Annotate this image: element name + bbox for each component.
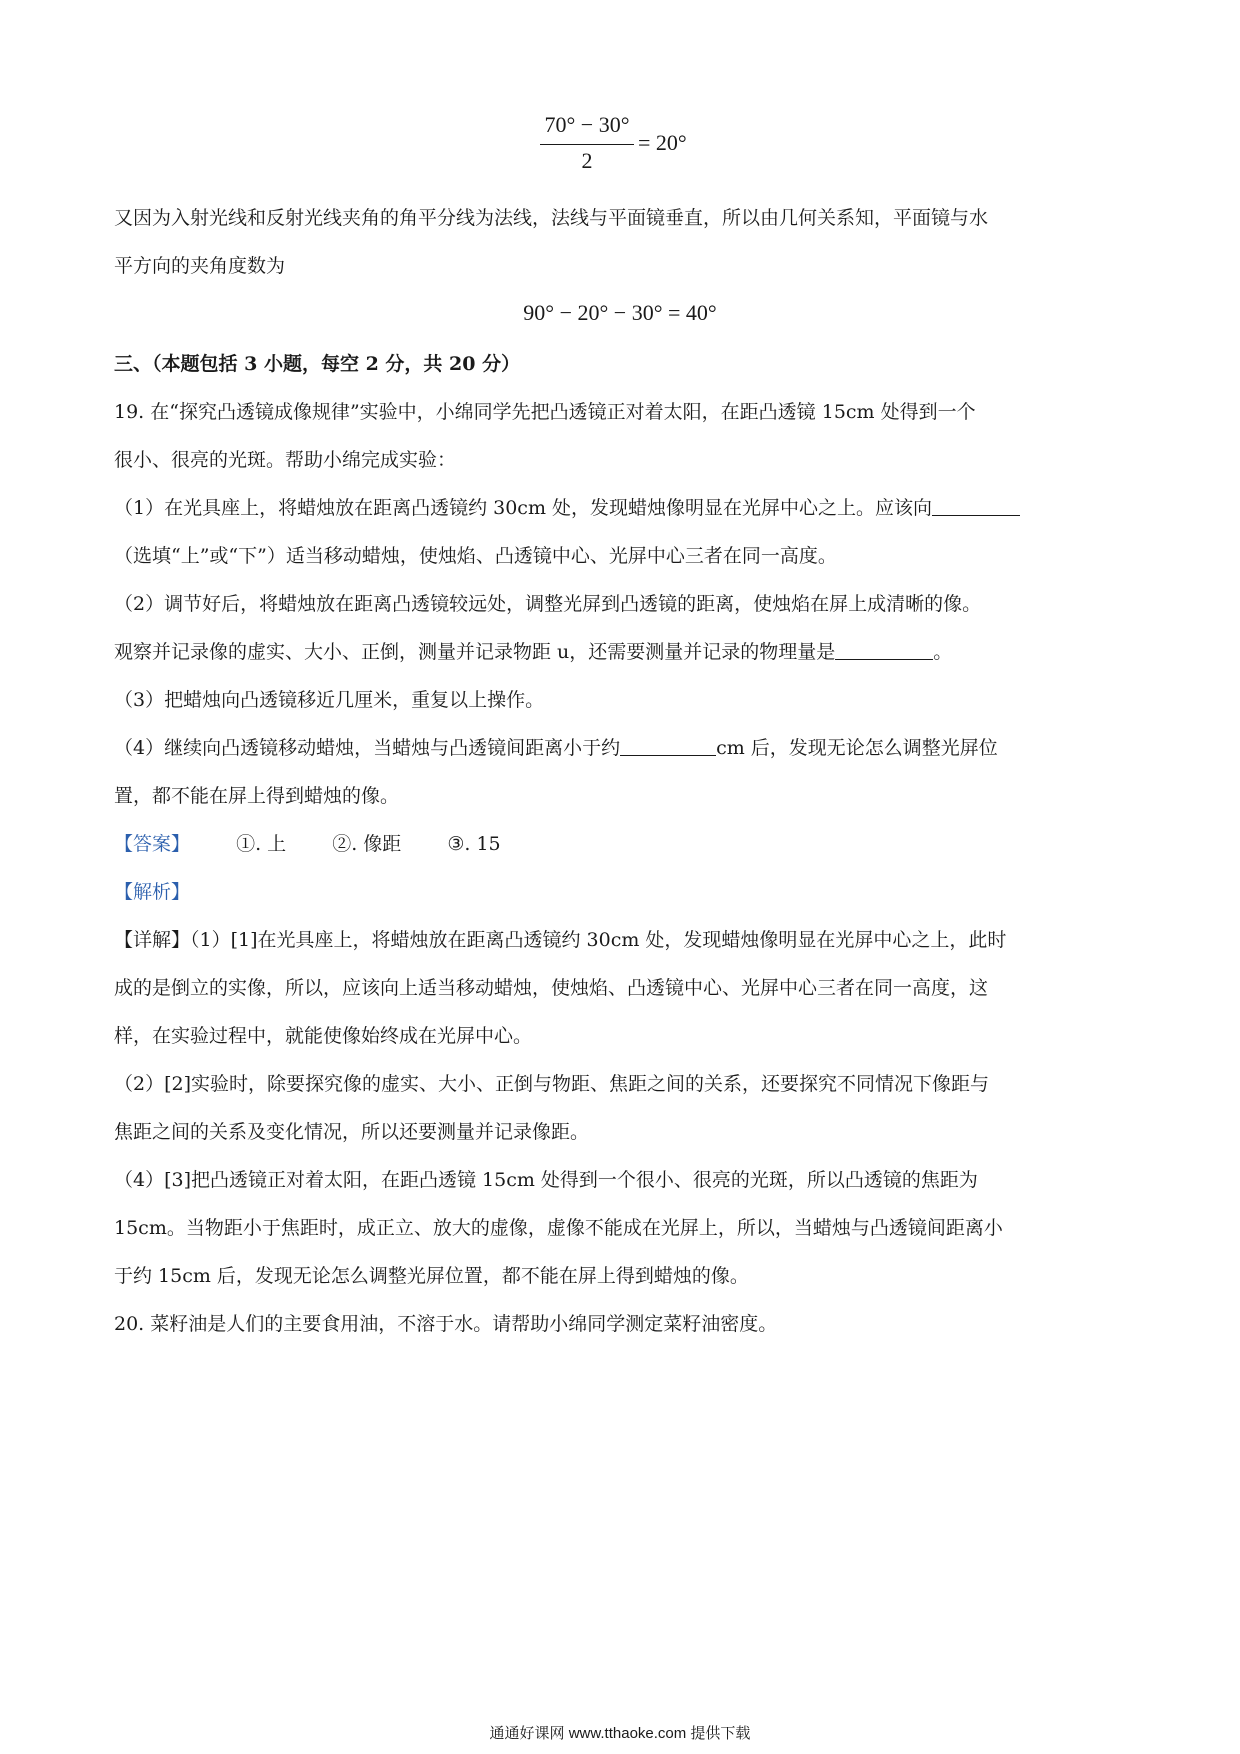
detail-tag: 【详解】 [114,929,191,951]
answer-blank-3[interactable] [620,737,716,756]
detail-text: （1）[1]在光具座上，将蜡烛放在距离凸透镜约 30cm 处，发现蜡烛像明显在光屏中心之上，此时 [190,929,1007,951]
paragraph-line: 又因为入射光线和反射光线夹角的角平分线为法线，法线与平面镜垂直，所以由几何关系知，平面镜与水 [114,207,989,229]
q19-part4-text-end: cm 后，发现无论怎么调整光屏位 [716,737,998,759]
fraction-denominator: 2 [581,148,593,173]
answer-blank-2[interactable] [835,641,933,660]
answer-blank-1[interactable] [932,497,1020,516]
q19-part1-cont: （选填“上”或“下”）适当移动蜡烛，使烛焰、凸透镜中心、光屏中心三者在同一高度。 [114,545,837,567]
fraction-result: = 20° [638,130,687,155]
q19-line2: 很小、很亮的光斑。帮助小绵完成实验： [114,449,457,471]
answer-item-3: ③. 15 [447,833,501,855]
q19-part3: （3）把蜡烛向凸透镜移近几厘米，重复以上操作。 [114,689,545,711]
paragraph-line: 平方向的夹角度数为 [114,255,286,277]
answer-item-1: ①. 上 [236,833,287,855]
q19-part1-text: （1）在光具座上，将蜡烛放在距离凸透镜约 30cm 处，发现蜡烛像明显在光屏中心之上。应该向 [114,497,933,519]
detail-line-7: 15cm。当物距小于焦距时，成正立、放大的虚像，虚像不能成在光屏上，所以，当蜡烛与凸透镜间距离小 [114,1217,1003,1239]
answer-item-2: ②. 像距 [332,833,402,855]
q19-part4-cont: 置，都不能在屏上得到蜡烛的像。 [114,785,400,807]
answer-line [114,832,1124,856]
analysis-tag-line [114,880,1124,904]
detail-line-5: 焦距之间的关系及变化情况，所以还要测量并记录像距。 [114,1121,590,1143]
detail-line-4: （2）[2]实验时，除要探究像的虚实、大小、正倒与物距、焦距之间的关系，还要探究不同情况下像距与 [114,1073,990,1095]
q19-part2: （2）调节好后，将蜡烛放在距离凸透镜较远处，调整光屏到凸透镜的距离，使烛焰在屏上成清晰的像。 [114,593,982,615]
detail-line-3: 样，在实验过程中，就能使像始终成在光屏中心。 [114,1025,533,1047]
detail-line-8: 于约 15cm 后，发现无论怎么调整光屏位置，都不能在屏上得到蜡烛的像。 [114,1265,749,1287]
analysis-tag: 【解析】 [114,881,191,903]
fraction-bar [540,144,634,145]
fraction-numerator: 70° − 30° [544,112,630,137]
answer-tag: 【答案】 [114,833,191,855]
q19-part1 [114,496,1124,520]
page-footer: 通通好课网 www.tthaoke.com 提供下载 [489,1725,751,1742]
q19-part2-end: 。 [933,641,953,663]
section-heading: 三、（本题包括 3 小题，每空 2 分，共 20 分） [114,353,521,375]
detail-line-2: 成的是倒立的实像，所以，应该向上适当移动蜡烛，使烛焰、凸透镜中心、光屏中心三者在同一高度，这 [114,977,989,999]
q19-line1: 19. 在“探究凸透镜成像规律”实验中，小绵同学先把凸透镜正对着太阳，在距凸透镜 15cm 处得到一个 [114,401,976,423]
formula-angle: 90° − 20° − 30° = 40° [523,300,717,325]
detail-line-1 [114,928,1124,952]
detail-line-6: （4）[3]把凸透镜正对着太阳，在距凸透镜 15cm 处得到一个很小、很亮的光斑，所以凸透镜的焦距为 [114,1169,978,1191]
q19-part4 [114,736,1124,760]
q20-line: 20. 菜籽油是人们的主要食用油，不溶于水。请帮助小绵同学测定菜籽油密度。 [114,1313,778,1335]
q19-part2-cont [114,640,1124,664]
formula-fraction [540,112,710,180]
q19-part4-text: （4）继续向凸透镜移动蜡烛，当蜡烛与凸透镜间距离小于约 [114,737,621,759]
q19-part2-text: 观察并记录像的虚实、大小、正倒，测量并记录物距 u，还需要测量并记录的物理量是 [114,641,836,663]
